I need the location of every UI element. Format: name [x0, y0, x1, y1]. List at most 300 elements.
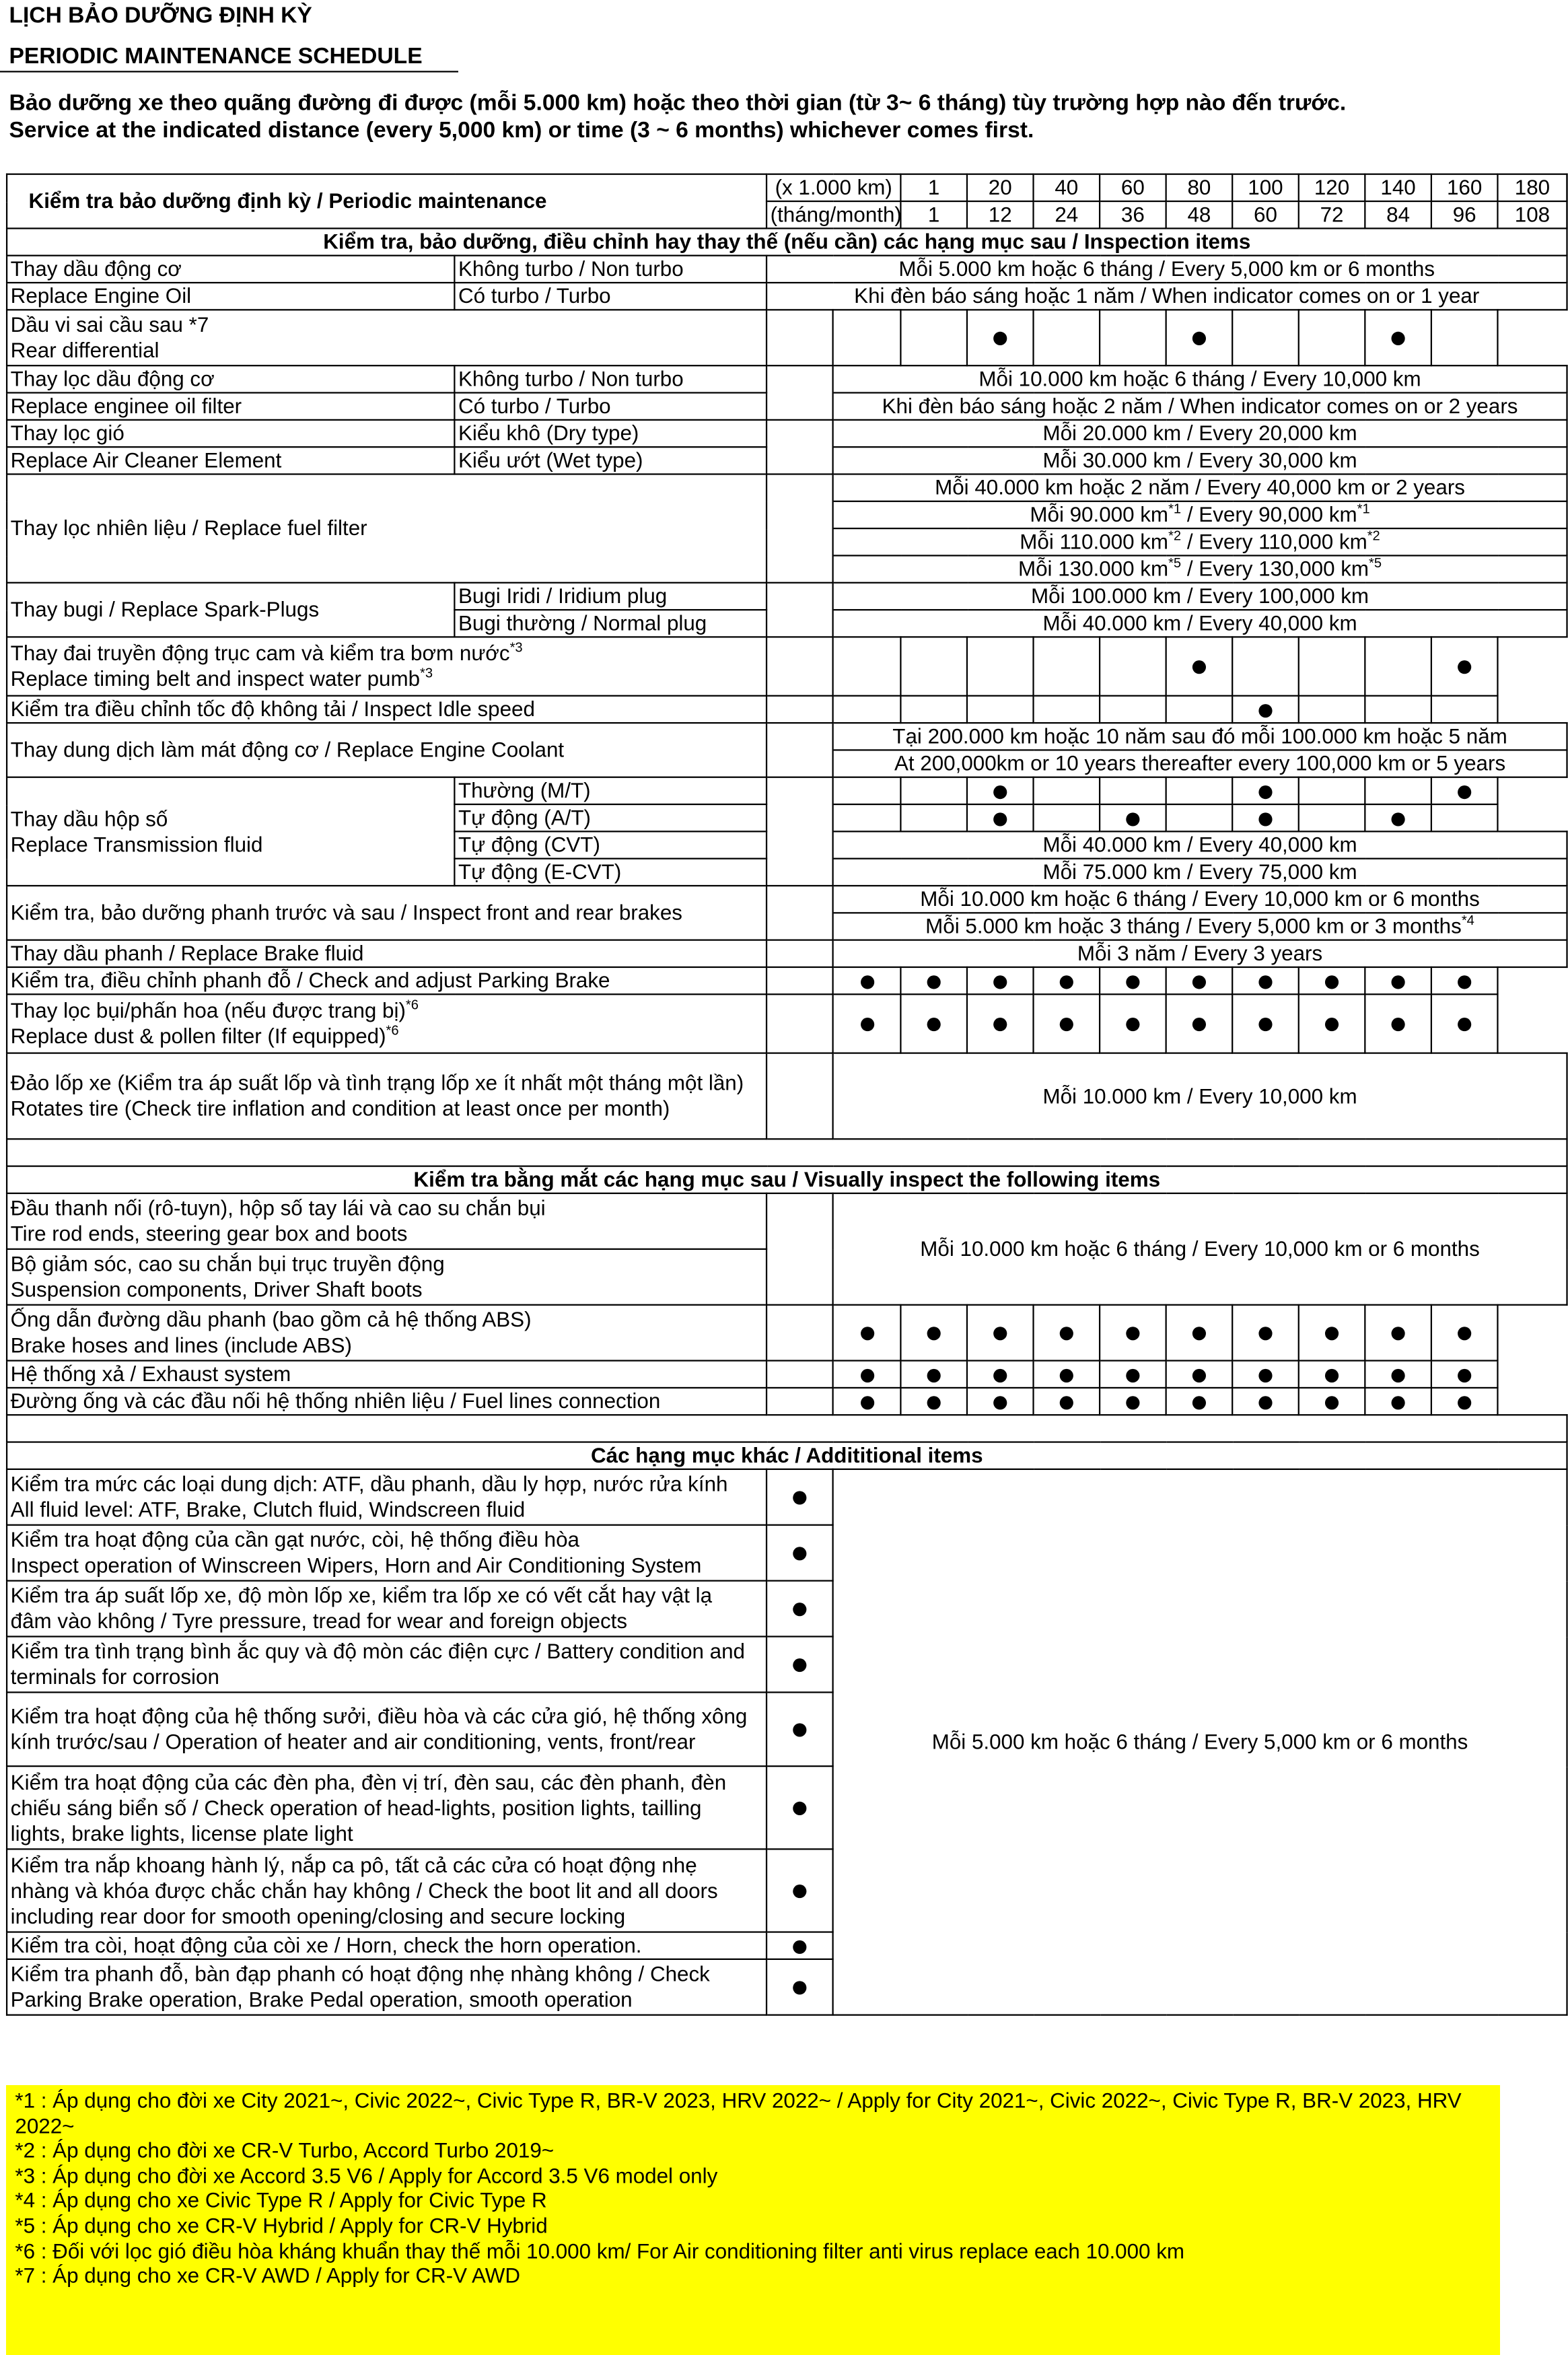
item-name: Thay bugi / Replace Spark-Plugs	[7, 583, 454, 637]
item-name-vi: Bộ giảm sóc, cao su chắn bụi trục truyền động	[10, 1251, 445, 1276]
footnote-ref: *5	[1369, 555, 1382, 571]
item-name-vi: Dầu vi sai cầu sau *7	[10, 312, 209, 337]
check-dot	[993, 1368, 1007, 1382]
item-interval: Mỗi 40.000 km / Every 40,000 km	[833, 831, 1567, 858]
check-dot	[993, 332, 1007, 345]
item-sub: Bugi Iridi / Iridium plug	[454, 583, 767, 610]
mark-cell-checked	[1034, 994, 1100, 1053]
table-row	[7, 940, 1567, 967]
item-name-en: Brake hoses and lines (include ABS)	[10, 1333, 352, 1357]
item-interval: Tại 200.000 km hoặc 10 năm sau đó mỗi 100.000 km hoặc 5 năm	[833, 723, 1567, 750]
spacer-cell	[7, 1415, 1567, 1442]
mark-cell-checked	[967, 310, 1034, 365]
item-name-en: Rotates tire (Check tire inflation and condition at least once per month)	[10, 1096, 670, 1121]
check-dot	[793, 1981, 806, 1995]
mark-cell-empty	[900, 696, 967, 723]
mark-cell	[767, 1766, 833, 1849]
footnote: *6 : Đối với lọc gió điều hòa kháng khuẩn thay thế mỗi 10.000 km/ For Air conditioning filter anti virus replace each 10.000 km	[15, 2238, 1185, 2263]
item-sub: Kiểu ướt (Wet type)	[454, 447, 767, 474]
item-interval: Mỗi 40.000 km / Every 40,000 km	[833, 610, 1567, 637]
maintenance-table	[6, 174, 1568, 2016]
mark-cell-checked	[967, 994, 1034, 1053]
item-name: Replace Engine Oil	[7, 283, 454, 310]
mark-cell-checked	[900, 1388, 967, 1415]
check-dot	[1126, 1368, 1139, 1382]
item-name	[7, 1637, 767, 1693]
mark-cell-empty	[1166, 777, 1233, 804]
table-body	[7, 174, 1567, 2015]
mark-cell-checked	[900, 1361, 967, 1388]
item-interval: Mỗi 10.000 km / Every 10,000 km	[833, 1053, 1567, 1139]
table-row	[7, 1053, 1567, 1139]
mark-cell-empty	[1100, 637, 1166, 695]
item-name-en: All fluid level: ATF, Brake, Clutch fluid, Windscreen fluid	[10, 1497, 526, 1522]
mark-cell	[767, 637, 833, 695]
table-row	[7, 420, 1567, 447]
table-row	[7, 474, 1567, 501]
footnote: *1 : Áp dụng cho đời xe City 2021~, Civic 2022~, Civic Type R, BR-V 2023, HRV 2022~ / Apply for City 2021~, Civic 2022~, Civic Type R, BR-V 2023, HRV 2022~	[15, 2088, 1462, 2138]
check-dot	[793, 1491, 806, 1505]
mark-cell	[767, 365, 833, 420]
check-dot	[1325, 975, 1339, 989]
item-name: Kiểm tra, điều chỉnh phanh đỗ / Check and adjust Parking Brake	[7, 967, 767, 994]
check-dot	[927, 975, 941, 989]
mark-cell-checked	[1166, 967, 1233, 994]
check-dot	[1258, 812, 1272, 826]
mark-cell-empty	[900, 310, 967, 365]
mark-cell	[767, 1637, 833, 1693]
mark-cell-empty	[1365, 637, 1431, 695]
check-dot	[1458, 1018, 1471, 1032]
mark-cell	[767, 1525, 833, 1581]
mark-cell-empty	[1431, 310, 1498, 365]
mark-cell-checked	[1166, 1388, 1233, 1415]
mark-cell-empty	[1232, 637, 1299, 695]
mark-cell-checked	[1431, 967, 1498, 994]
mark-cell-empty	[1034, 804, 1100, 831]
mark-cell-checked	[900, 1305, 967, 1361]
item-interval: Mỗi 20.000 km / Every 20,000 km	[833, 420, 1567, 447]
check-dot	[793, 1885, 806, 1899]
mark-cell-checked	[967, 1388, 1034, 1415]
table-row	[7, 1193, 1567, 1249]
mark-cell-empty	[833, 777, 901, 804]
item-name: Thay dung dịch làm mát động cơ / Replace Engine Coolant	[7, 723, 767, 777]
section-title: Kiểm tra, bảo dưỡng, điều chỉnh hay thay thế (nếu cần) các hạng mục sau / Inspection items	[7, 228, 1567, 255]
item-name-en: đâm vào không / Tyre pressure, tread for wear and foreign objects	[10, 1609, 628, 1633]
check-dot	[1458, 1396, 1471, 1409]
item-interval: Mỗi 5.000 km hoặc 6 tháng / Every 5,000 km or 6 months	[833, 1469, 1567, 2015]
item-name	[7, 1525, 767, 1581]
mark-cell-checked	[1166, 1361, 1233, 1388]
check-dot	[1392, 1396, 1405, 1409]
mark-cell-empty	[1299, 696, 1365, 723]
month-cell: 60	[1232, 201, 1299, 228]
item-interval: Mỗi 100.000 km / Every 100,000 km	[833, 583, 1567, 610]
check-dot	[860, 1018, 874, 1032]
mark-cell-empty	[1100, 310, 1166, 365]
mark-cell-checked	[967, 1361, 1034, 1388]
item-name-en	[11, 666, 763, 692]
spacer	[7, 1415, 1567, 1442]
month-cell: 1	[900, 201, 967, 228]
check-dot	[1060, 975, 1073, 989]
item-name-vi: Ống dẫn đường dầu phanh (bao gồm cả hệ thống ABS)	[10, 1307, 532, 1331]
mark-cell-checked	[1431, 1388, 1498, 1415]
unit-km: (x 1.000 km)	[767, 174, 900, 201]
item-name-line3: lights, brake lights, license plate light	[10, 1820, 353, 1845]
check-dot	[993, 1018, 1007, 1032]
km-cell: 20	[967, 174, 1034, 201]
mark-cell	[767, 1361, 833, 1388]
check-dot	[1392, 1327, 1405, 1341]
check-dot	[1325, 1327, 1339, 1341]
check-dot	[1325, 1018, 1339, 1032]
check-dot	[993, 1396, 1007, 1409]
title-en: PERIODIC MAINTENANCE SCHEDULE	[0, 44, 458, 73]
mark-cell-checked	[833, 1388, 901, 1415]
item-name-vi	[11, 998, 763, 1024]
item-name: Đường ống và các đầu nối hệ thống nhiên liệu / Fuel lines connection	[7, 1388, 767, 1415]
month-cell: 48	[1166, 201, 1233, 228]
mark-cell-checked	[1299, 1305, 1365, 1361]
mark-cell-checked	[1431, 994, 1498, 1053]
item-name	[7, 1692, 767, 1766]
mark-cell-checked	[1365, 1305, 1431, 1361]
item-name	[7, 1581, 767, 1637]
mark-cell	[767, 1959, 833, 2015]
mark-cell-checked	[1365, 310, 1431, 365]
mark-cell-empty	[1431, 696, 1498, 723]
mark-cell-checked	[1299, 1388, 1365, 1415]
item-name	[7, 1849, 767, 1932]
mark-cell-empty	[1365, 777, 1431, 804]
mark-cell-empty	[833, 637, 901, 695]
table-row	[7, 283, 1567, 310]
mark-cell-empty	[1166, 696, 1233, 723]
item-name: Thay dầu phanh / Replace Brake fluid	[7, 940, 767, 967]
item-name-en: Parking Brake operation, Brake Pedal operation, smooth operation	[10, 1987, 633, 2012]
check-dot	[1258, 1368, 1272, 1382]
km-cell: 140	[1365, 174, 1431, 201]
mark-cell-checked	[1034, 1305, 1100, 1361]
item-name-vi: Thay dầu hộp số	[10, 806, 168, 831]
mark-cell-checked	[1299, 967, 1365, 994]
check-dot	[860, 1327, 874, 1341]
item-interval: Mỗi 75.000 km / Every 75,000 km	[833, 859, 1567, 886]
intro-vi: Bảo dưỡng xe theo quãng đường đi được (mỗi 5.000 km) hoặc theo thời gian (từ 3~ 6 tháng) tùy trường hợp nào đến trước.	[9, 90, 1347, 116]
mark-cell	[767, 777, 833, 886]
item-name-en: Inspect operation of Winscreen Wipers, Horn and Air Conditioning System	[10, 1553, 702, 1578]
check-dot	[1192, 661, 1206, 674]
mark-cell-checked	[1299, 994, 1365, 1053]
spacer	[7, 1139, 1567, 1166]
mark-cell-checked	[1100, 1305, 1166, 1361]
item-name	[7, 1193, 767, 1249]
item-name	[7, 1249, 767, 1305]
check-dot	[1392, 1018, 1405, 1032]
item-name	[7, 1053, 767, 1139]
mark-cell-empty	[967, 637, 1034, 695]
mark-cell	[767, 474, 833, 582]
mark-cell-checked	[967, 1305, 1034, 1361]
item-name-en-text: Replace timing belt and inspect water pumb	[10, 666, 421, 691]
section-title: Các hạng mục khác / Addititional items	[7, 1442, 1567, 1469]
item-name-vi: Kiểm tra mức các loại dung dịch: ATF, dầu phanh, dầu ly hợp, nước rửa kính	[10, 1471, 728, 1496]
item-name	[7, 637, 767, 695]
interval-en: / Every 110,000 km	[1181, 529, 1367, 554]
km-row	[7, 174, 1567, 201]
check-dot	[1258, 1018, 1272, 1032]
mark-cell	[767, 1849, 833, 1932]
footnote: *2 : Áp dụng cho đời xe CR-V Turbo, Accord Turbo 2019~	[15, 2138, 555, 2163]
mark-cell-empty	[967, 696, 1034, 723]
item-name-vi: Đảo lốp xe (Kiểm tra áp suất lốp và tình trạng lốp xe ít nhất một tháng một lần)	[10, 1070, 744, 1095]
item-name-en: terminals for corrosion	[10, 1664, 219, 1689]
mark-cell	[767, 310, 833, 365]
item-interval: Mỗi 40.000 km hoặc 2 năm / Every 40,000 km or 2 years	[833, 474, 1567, 501]
item-sub: Bugi thường / Normal plug	[454, 610, 767, 637]
km-cell: 40	[1034, 174, 1100, 201]
mark-cell-checked	[1365, 994, 1431, 1053]
item-name: Thay lọc nhiên liệu / Replace fuel filter	[7, 474, 767, 582]
table-row	[7, 967, 1567, 994]
item-interval	[833, 501, 1567, 528]
check-dot	[1126, 1396, 1139, 1409]
item-name-en: Suspension components, Driver Shaft boots	[10, 1277, 423, 1302]
item-name-vi: Kiểm tra tình trạng bình ắc quy và độ mòn các điện cực / Battery condition and	[10, 1638, 746, 1663]
check-dot	[793, 1724, 806, 1737]
item-name-en: Tire rod ends, steering gear box and boots	[10, 1221, 408, 1246]
table-row	[7, 310, 1567, 365]
mark-cell-checked	[1232, 804, 1299, 831]
check-dot	[860, 1368, 874, 1382]
mark-cell-checked	[1100, 1361, 1166, 1388]
item-name: Hệ thống xả / Exhaust system	[7, 1361, 767, 1388]
item-name-vi: Kiểm tra áp suất lốp xe, độ mòn lốp xe, kiểm tra lốp xe có vết cắt hay vật lạ	[10, 1583, 713, 1607]
item-name-line1: Kiểm tra nắp khoang hành lý, nắp ca pô, tất cả các cửa có hoạt động nhẹ	[10, 1852, 697, 1876]
mark-cell-checked	[1232, 777, 1299, 804]
check-dot	[1325, 1396, 1339, 1409]
mark-cell-empty	[1034, 696, 1100, 723]
km-cell: 1	[900, 174, 967, 201]
item-name	[7, 994, 767, 1053]
mark-cell-checked	[1100, 1388, 1166, 1415]
month-cell: 84	[1365, 201, 1431, 228]
check-dot	[1192, 332, 1206, 345]
mark-cell-empty	[900, 637, 967, 695]
table-row	[7, 365, 1567, 392]
spacer-cell	[7, 1139, 1567, 1166]
item-sub: Tự động (CVT)	[454, 831, 767, 858]
item-name-line2: nhàng và khóa được chắc chắn hay không / Check the boot lit and all doors	[10, 1877, 718, 1902]
check-dot	[1392, 332, 1405, 345]
item-interval: Mỗi 30.000 km / Every 30,000 km	[833, 447, 1567, 474]
mark-cell-checked	[1100, 804, 1166, 831]
item-sub: Kiểu khô (Dry type)	[454, 420, 767, 447]
mark-cell	[767, 1692, 833, 1766]
mark-cell-empty	[1299, 804, 1365, 831]
mark-cell-checked	[1232, 967, 1299, 994]
unit-month: (tháng/month)	[767, 201, 900, 228]
interval-vi: Mỗi 90.000 km	[1030, 501, 1169, 526]
mark-cell-empty	[1034, 310, 1100, 365]
mark-cell	[767, 1193, 833, 1305]
item-name	[7, 1469, 767, 1525]
item-sub: Có turbo / Turbo	[454, 283, 767, 310]
mark-cell-checked	[900, 994, 967, 1053]
check-dot	[1458, 661, 1471, 674]
mark-cell	[767, 886, 833, 940]
month-cell: 72	[1299, 201, 1365, 228]
mark-cell-checked	[1431, 1361, 1498, 1388]
periodic-label: Kiểm tra bảo dưỡng định kỳ / Periodic maintenance	[7, 174, 767, 229]
item-interval	[833, 528, 1567, 555]
month-cell: 96	[1431, 201, 1498, 228]
table-row	[7, 696, 1567, 723]
check-dot	[793, 1940, 806, 1953]
intro-en: Service at the indicated distance (every 5,000 km) or time (3 ~ 6 months) whichever comes first.	[9, 117, 1034, 143]
mark-cell-checked	[1166, 310, 1233, 365]
table-row	[7, 1469, 1567, 1525]
item-interval	[833, 555, 1567, 582]
mark-cell-checked	[1034, 1388, 1100, 1415]
interval-text: Mỗi 5.000 km hoặc 3 tháng / Every 5,000 km or 3 months	[925, 913, 1462, 938]
mark-cell-checked	[1166, 994, 1233, 1053]
item-name	[7, 1305, 767, 1361]
item-name: Kiểm tra, bảo dưỡng phanh trước và sau / Inspect front and rear brakes	[7, 886, 767, 940]
mark-cell	[767, 1581, 833, 1637]
item-interval	[833, 913, 1567, 940]
footnote: *3 : Áp dụng cho đời xe Accord 3.5 V6 / Apply for Accord 3.5 V6 model only	[15, 2163, 718, 2187]
km-cell: 180	[1497, 174, 1567, 201]
check-dot	[1126, 1327, 1139, 1341]
interval-en: / Every 90,000 km	[1181, 501, 1357, 526]
item-interval: Mỗi 3 năm / Every 3 years	[833, 940, 1567, 967]
footnote: *5 : Áp dụng cho xe CR-V Hybrid / Apply for CR-V Hybrid	[15, 2213, 548, 2238]
mark-cell-checked	[1100, 994, 1166, 1053]
item-name	[7, 777, 454, 886]
mark-cell-checked	[1232, 994, 1299, 1053]
check-dot	[1458, 1368, 1471, 1382]
mark-cell-empty	[833, 310, 901, 365]
check-dot	[1192, 975, 1206, 989]
check-dot	[1392, 812, 1405, 826]
item-interval: Khi đèn báo sáng hoặc 1 năm / When indicator comes on or 1 year	[767, 283, 1567, 310]
mark-cell-checked	[900, 967, 967, 994]
mark-cell-checked	[1232, 1305, 1299, 1361]
mark-cell-checked	[1232, 1388, 1299, 1415]
footnote-ref: *3	[509, 639, 523, 655]
item-name-line2: chiếu sáng biển số / Check operation of head-lights, position lights, tailling	[10, 1794, 702, 1819]
mark-cell-empty	[1299, 777, 1365, 804]
check-dot	[1192, 1327, 1206, 1341]
item-name	[7, 1959, 767, 2015]
check-dot	[1060, 1368, 1073, 1382]
km-cell: 160	[1431, 174, 1498, 201]
mark-cell-empty	[1100, 777, 1166, 804]
item-name: Replace Air Cleaner Element	[7, 447, 454, 474]
item-interval: At 200,000km or 10 years thereafter every 100,000 km or 5 years	[833, 750, 1567, 777]
item-sub: Không turbo / Non turbo	[454, 365, 767, 392]
check-dot	[1258, 1396, 1272, 1409]
item-name-line1: Kiểm tra hoạt động của các đèn pha, đèn vị trí, đèn sau, các đèn phanh, đèn	[10, 1769, 727, 1794]
table-row	[7, 637, 1567, 695]
month-cell: 12	[967, 201, 1034, 228]
check-dot	[1258, 1327, 1272, 1341]
table-row	[7, 1305, 1567, 1361]
mark-cell-checked	[833, 994, 901, 1053]
mark-cell	[767, 967, 833, 994]
month-cell: 108	[1497, 201, 1567, 228]
footnote-ref: *4	[1461, 912, 1474, 928]
check-dot	[793, 1603, 806, 1617]
check-dot	[927, 1368, 941, 1382]
mark-cell	[767, 1388, 833, 1415]
mark-cell-checked	[833, 967, 901, 994]
check-dot	[1325, 1368, 1339, 1382]
mark-cell-empty	[1034, 777, 1100, 804]
check-dot	[1258, 785, 1272, 799]
section-visual	[7, 1166, 1567, 1193]
km-cell: 60	[1100, 174, 1166, 201]
mark-cell-checked	[1232, 1361, 1299, 1388]
item-name	[7, 310, 767, 365]
footnote: *4 : Áp dụng cho xe Civic Type R / Apply for Civic Type R	[15, 2188, 547, 2212]
interval-vi: Mỗi 130.000 km	[1018, 556, 1169, 581]
mark-cell-checked	[1431, 1305, 1498, 1361]
check-dot	[993, 975, 1007, 989]
item-name-vi	[11, 641, 763, 666]
interval-vi: Mỗi 110.000 km	[1020, 529, 1169, 554]
mark-cell-checked	[1365, 1388, 1431, 1415]
mark-cell-empty	[1365, 696, 1431, 723]
check-dot	[1258, 704, 1272, 717]
mark-cell-empty	[833, 804, 901, 831]
mark-cell-empty	[833, 696, 901, 723]
item-name-vi-text: Thay lọc bụi/phấn hoa (nếu được trang bị)	[10, 997, 406, 1022]
mark-cell	[767, 696, 833, 723]
title-vi: LỊCH BẢO DƯỠNG ĐỊNH KỲ	[9, 3, 312, 29]
check-dot	[927, 1327, 941, 1341]
table-row	[7, 723, 1567, 750]
table-row	[7, 583, 1567, 610]
item-interval: Mỗi 10.000 km hoặc 6 tháng / Every 10,000 km or 6 months	[833, 886, 1567, 913]
item-name-en: kính trước/sau / Operation of heater and air conditioning, vents, front/rear	[10, 1729, 696, 1754]
mark-cell-empty	[900, 804, 967, 831]
item-name-vi: Kiểm tra hoạt động của hệ thống sưởi, điều hòa và các cửa gió, hệ thống xông	[10, 1703, 748, 1728]
footnote-ref: *1	[1357, 501, 1370, 516]
item-name-vi: Đầu thanh nối (rô-tuyn), hộp số tay lái và cao su chắn bụi	[10, 1195, 546, 1220]
check-dot	[1060, 1327, 1073, 1341]
check-dot	[927, 1396, 941, 1409]
footnote-ref: *6	[405, 997, 419, 1012]
item-interval: Khi đèn báo sáng hoặc 2 năm / When indicator comes on or 2 years	[833, 393, 1567, 420]
check-dot	[1126, 812, 1139, 826]
check-dot	[860, 1396, 874, 1409]
check-dot	[1458, 975, 1471, 989]
mark-cell-checked	[1431, 637, 1498, 695]
table-row	[7, 1388, 1567, 1415]
item-name: Thay lọc gió	[7, 420, 454, 447]
mark-cell-checked	[967, 777, 1034, 804]
mark-cell-checked	[1100, 967, 1166, 994]
mark-cell-empty	[1232, 310, 1299, 365]
mark-cell-empty	[1299, 637, 1365, 695]
item-name-vi: Kiểm tra hoạt động của cần gạt nước, còi, hệ thống điều hòa	[10, 1527, 579, 1551]
mark-cell-checked	[1166, 637, 1233, 695]
item-interval: Mỗi 10.000 km hoặc 6 tháng / Every 10,000 km	[833, 365, 1567, 392]
